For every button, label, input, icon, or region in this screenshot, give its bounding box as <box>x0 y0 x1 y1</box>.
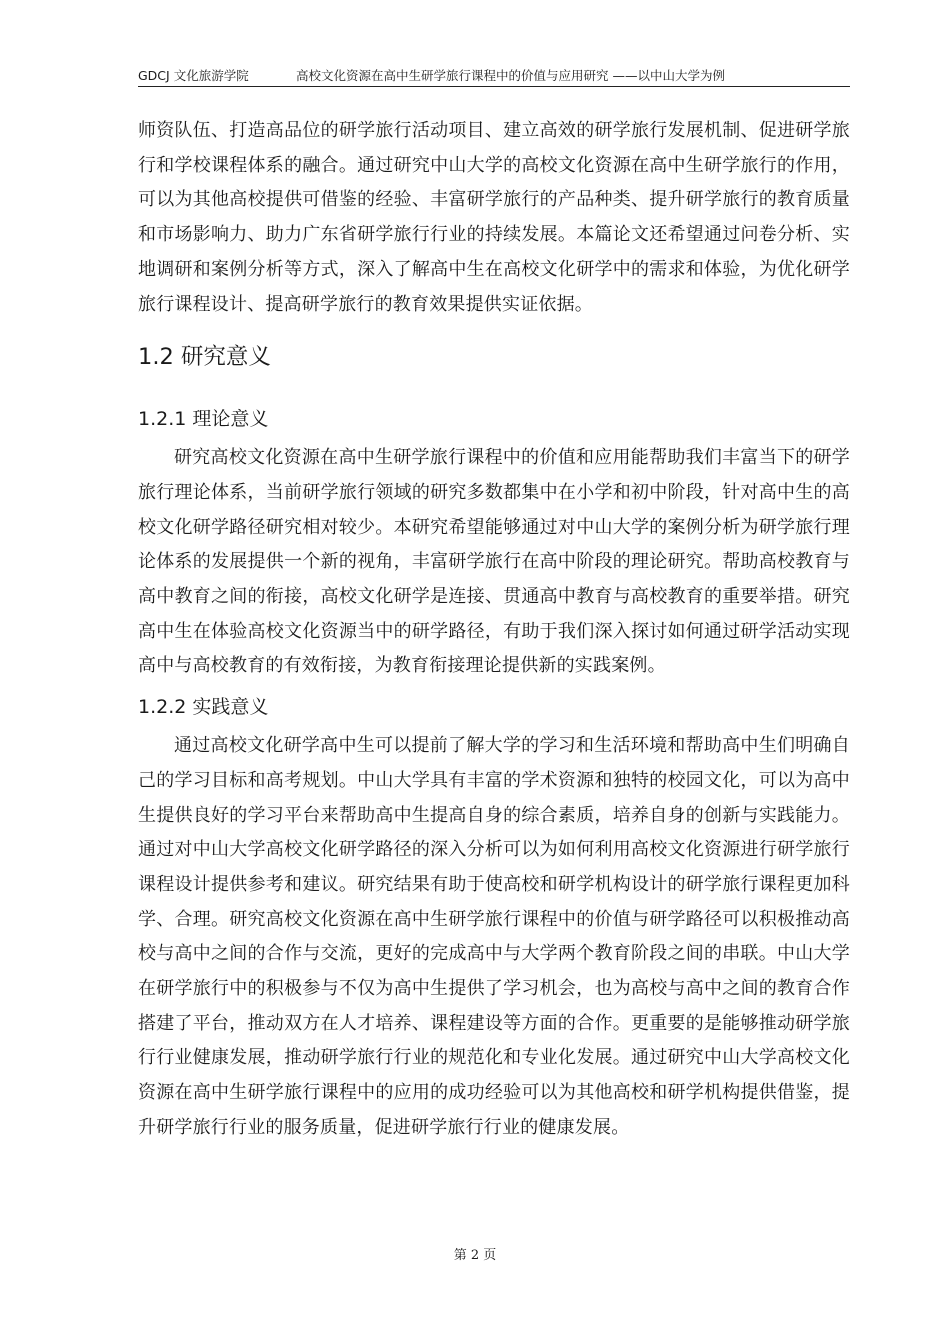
section-heading: 1.2 研究意义 <box>138 344 271 371</box>
subsection-heading-theory: 1.2.1 理论意义 <box>138 408 269 431</box>
page-body <box>138 114 850 1146</box>
subsection-heading-practice: 1.2.2 实践意义 <box>138 696 269 719</box>
practice-paragraph: 通过高校文化研学高中生可以提前了解大学的学习和生活环境和帮助高中生们明确自己的学习目标和高考规划。中山大学具有丰富的学术资源和独特的校园文化，可以为高中生提供良好的学习平台来帮助高中生提高自身的综合素质，培养自身的创新与实践能力。通过对中山大学高校文化研学路径的深入分析可以为如何利用高校文化资源进行研学旅行课程设计提供参考和建议。研究结果有助于使高校和研学机构设计的研学旅行课程更加科学、合理。研究高校文化资源在高中生研学旅行课程中的价值与研学路径可以积极推动高校与高中之间的合作与交流，更好的完成高中与大学两个教育阶段之间的串联。中山大学在研学旅行中的积极参与不仅为高中生提供了学习机会，也为高校与高中之间的教育合作搭建了平台，推动双方在人才培养、课程建设等方面的合作。更重要的是能够推动研学旅行行业健康发展，推动研学旅行行业的规范化和专业化发展。通过研究中山大学高校文化资源在高中生研学旅行课程中的应用的成功经验可以为其他高校和研学机构提供借鉴，提升研学旅行行业的服务质量，促进研学旅行行业的健康发展。 <box>138 735 850 1138</box>
page-number: 第 2 页 <box>453 1248 497 1263</box>
running-header <box>138 66 850 87</box>
header-institution: GDCJ 文化旅游学院 <box>138 68 249 83</box>
theory-paragraph: 研究高校文化资源在高中生研学旅行课程中的价值和应用能帮助我们丰富当下的研学旅行理论体系，当前研学旅行领域的研究多数都集中在小学和初中阶段，针对高中生的高校文化研学路径研究相对较少。本研究希望能够通过对中山大学的案例分析为研学旅行理论体系的发展提供一个新的视角，丰富研学旅行在高中阶段的理论研究。帮助高校教育与高中教育之间的衔接，高校文化研学是连接、贯通高中教育与高校教育的重要举措。研究高中生在体验高校文化资源当中的研学路径，有助于我们深入探讨如何通过研学活动实现高中与高校教育的有效衔接，为教育衔接理论提供新的实践案例。 <box>138 447 850 677</box>
intro-paragraph: 师资队伍、打造高品位的研学旅行活动项目、建立高效的研学旅行发展机制、促进研学旅行和学校课程体系的融合。通过研究中山大学的高校文化资源在高中生研学旅行的作用，可以为其他高校提供可借鉴的经验、丰富研学旅行的产品种类、提升研学旅行的教育质量和市场影响力、助力广东省研学旅行行业的持续发展。本篇论文还希望通过问卷分析、实地调研和案例分析等方式，深入了解高中生在高校文化研学中的需求和体验，为优化研学旅行课程设计、提高研学旅行的教育效果提供实证依据。 <box>138 120 850 315</box>
header-thesis-title: 高校文化资源在高中生研学旅行课程中的价值与应用研究 ——以中山大学为例 <box>296 68 725 83</box>
